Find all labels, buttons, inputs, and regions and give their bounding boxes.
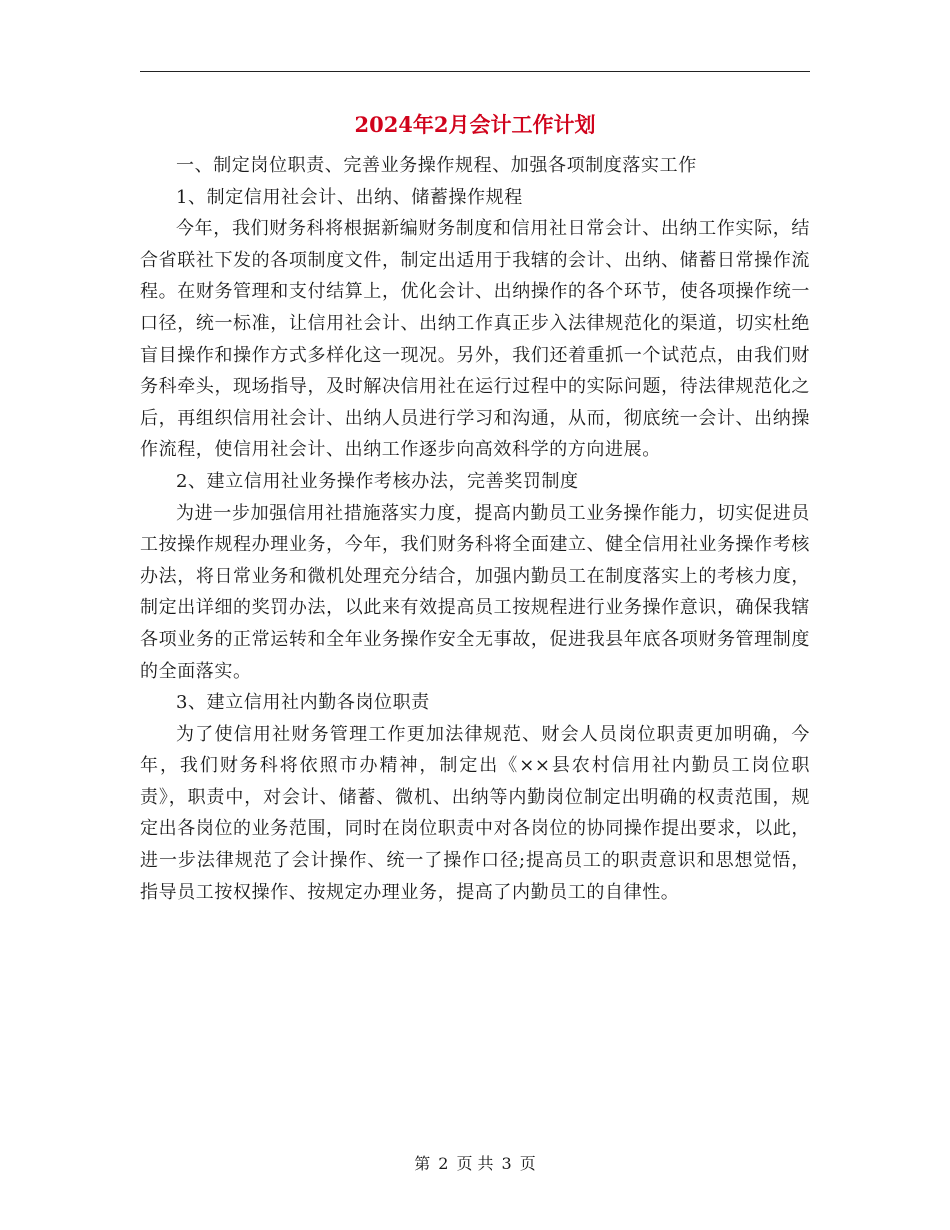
footer-prefix: 第	[414, 1154, 431, 1173]
body-paragraph: 今年，我们财务科将根据新编财务制度和信用社日常会计、出纳工作实际，结合省联社下发的各项制度文件，制定出适用于我辖的会计、出纳、储蓄日常操作流程。在财务管理和支付结算上，优化会计、出纳操作的各个环节，使各项操作统一口径，统一标准，让信用社会计、出纳工作真正步入法律规范化的渠道，切实杜绝盲目操作和操作方式多样化这一现况。另外，我们还着重抓一个试范点，由我们财务科牵头，现场指导，及时解决信用社在运行过程中的实际问题，待法律规范化之后，再组织信用社会计、出纳人员进行学习和沟通，从而，彻底统一会计、出纳操作流程，使信用社会计、出纳工作逐步向高效科学的方向进展。	[140, 218, 810, 461]
header-rule	[140, 71, 810, 72]
body-paragraph: 为了使信用社财务管理工作更加法律规范、财会人员岗位职责更加明确，今年，我们财务科将依照市办精神，制定出《××县农村信用社内勤员工岗位职责》，职责中，对会计、储蓄、微机、出纳等内勤岗位制定出明确的权责范围，规定出各岗位的业务范围，同时在岗位职责中对各岗位的协同操作提出要求，以此，进一步法律规范了会计操作、统一了操作口径;提高员工的职责意识和思想觉悟，指导员工按权操作、按规定办理业务，提高了内勤员工的自律性。	[140, 723, 810, 903]
document-body	[140, 150, 810, 908]
page-footer	[0, 1153, 950, 1175]
subsection-heading: 2、建立信用社业务操作考核办法，完善奖罚制度	[176, 470, 579, 492]
section-heading: 一、制定岗位职责、完善业务操作规程、加强各项制度落实工作	[176, 155, 697, 176]
footer-middle: 页 共	[456, 1154, 494, 1173]
body-paragraph: 为进一步加强信用社措施落实力度，提高内勤员工业务操作能力，切实促进员工按操作规程办理业务，今年，我们财务科将全面建立、健全信用社业务操作考核办法，将日常业务和微机处理充分结合，加强内勤员工在制度落实上的考核力度，制定出详细的奖罚办法，以此来有效提高员工按规程进行业务操作意识，确保我辖各项业务的正常运转和全年业务操作安全无事故，促进我县年底各项财务管理制度的全面落实。	[140, 502, 810, 682]
footer-suffix: 页	[519, 1154, 536, 1173]
page-number: 2	[438, 1154, 449, 1173]
subsection-heading: 1、制定信用社会计、出纳、储蓄操作规程	[176, 186, 523, 208]
document-title: 2024年2月会计工作计划	[354, 112, 596, 137]
total-pages: 3	[501, 1154, 512, 1173]
subsection-heading: 3、建立信用社内勤各岗位职责	[176, 692, 430, 714]
